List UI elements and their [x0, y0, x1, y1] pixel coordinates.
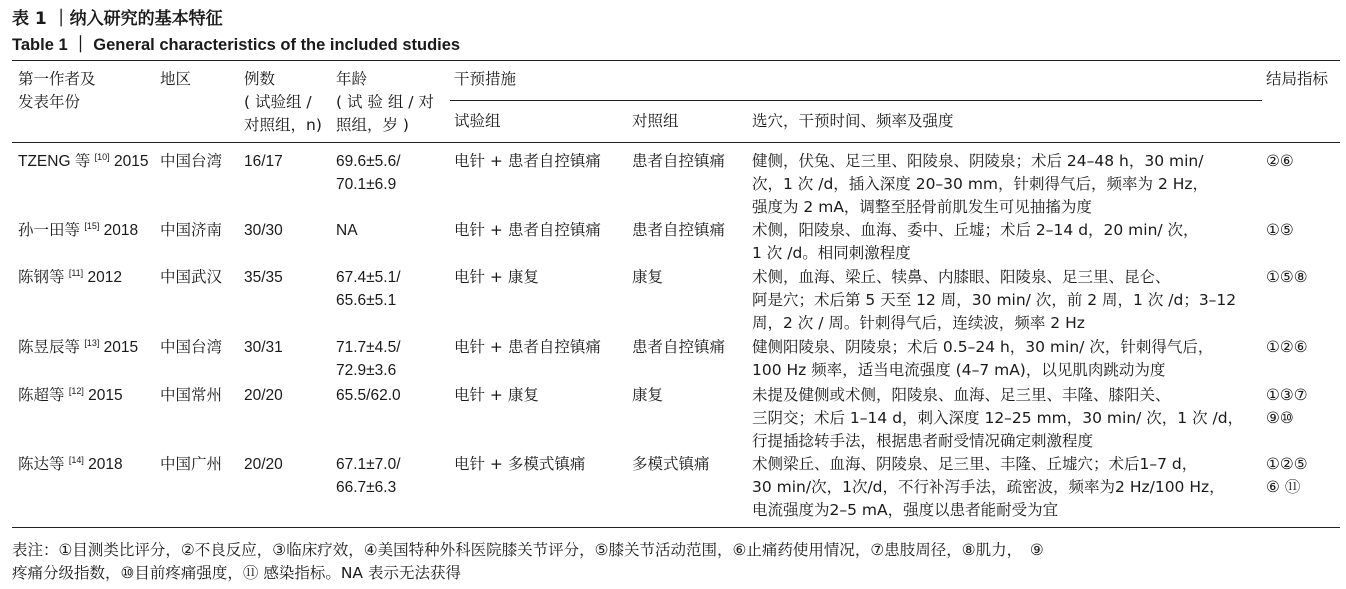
author-cell: 陈钢等 [11] 2012 — [18, 268, 122, 286]
cases-cell: 35/35 — [244, 269, 283, 286]
region-cell: 中国济南 — [160, 221, 223, 239]
header-author: 第一作者及 发表年份 — [18, 70, 96, 111]
cases-cell: 20/20 — [244, 456, 283, 473]
outcome-cell: ①③⑦ ⑨⑩ — [1266, 386, 1308, 427]
author-cell: TZENG 等 [10] 2015 — [18, 152, 149, 170]
cases-cell: 20/20 — [244, 387, 283, 404]
outcome-cell: ①⑤ — [1266, 221, 1294, 239]
control-cell: 患者自控镇痛 — [632, 221, 726, 239]
region-cell: 中国台湾 — [160, 152, 223, 170]
age-cell: 71.7±4.5/ 72.9±3.6 — [336, 339, 401, 379]
outcome-cell: ①②⑤ ⑥ ⑪ — [1266, 455, 1308, 496]
header-rule — [12, 142, 1340, 143]
region-cell: 中国武汉 — [160, 268, 223, 286]
cases-cell: 30/30 — [244, 222, 283, 239]
table-caption-cn: 表 1 ｜纳入研究的基本特征 — [12, 9, 223, 29]
trial-cell: 电针 + 患者自控镇痛 — [454, 338, 601, 356]
detail-cell: 术侧，血海、梁丘、犊鼻、内膝眼、阳陵泉、足三里、昆仑、 阿是穴；术后第 5 天至 12 周，30 min/ 次，前 2 周，1 次 /d；3–12 周，2 次 / 周。针刺得气后，连续波，频率 2 Hz — [752, 268, 1237, 332]
detail-cell: 术侧，阳陵泉、血海、委中、丘墟；术后 2–14 d，20 min/ 次， 1 次 /d。相同刺激程度 — [752, 221, 1199, 262]
age-cell: NA — [336, 222, 358, 239]
trial-cell: 电针 + 康复 — [454, 268, 539, 286]
control-cell: 康复 — [632, 268, 664, 286]
header-region: 地区 — [160, 70, 192, 88]
age-cell: 69.6±5.6/ 70.1±6.9 — [336, 153, 401, 193]
table-caption-en: Table 1 ｜ General characteristics of the included studies — [12, 36, 461, 54]
author-cell: 陈超等 [12] 2015 — [18, 386, 123, 404]
age-cell: 65.5/62.0 — [336, 387, 401, 404]
control-cell: 患者自控镇痛 — [632, 152, 726, 170]
outcome-cell: ②⑥ — [1266, 152, 1294, 170]
header-cases: 例数 ( 试验组 / 对照组，n) — [244, 70, 322, 134]
header-intervention: 干预措施 — [454, 70, 517, 88]
top-rule — [12, 60, 1340, 61]
header-age: 年龄 ( 试 验 组 / 对 照组，岁 ) — [336, 70, 434, 134]
author-cell: 孙一田等 [15] 2018 — [18, 221, 139, 239]
intervention-subrule — [450, 100, 1262, 101]
region-cell: 中国台湾 — [160, 338, 223, 356]
age-cell: 67.1±7.0/ 66.7±6.3 — [336, 456, 401, 496]
table-footnote: 表注：①目测类比评分，②不良反应，③临床疗效，④美国特种外科医院膝关节评分，⑤膝关节活动范围，⑥止痛药使用情况，⑦患肢周径，⑧肌力， ⑨ 疼痛分级指数，⑩目前疼痛强度，⑪ 感染指标。NA 表示无法获得 — [12, 541, 1044, 582]
detail-cell: 健侧，伏兔、足三里、阳陵泉、阴陵泉；术后 24–48 h，30 min/ 次，1 次 /d，插入深度 20–30 mm，针刺得气后，频率为 2 Hz， 强度为 2 mA，调整至胫骨前肌发生可见抽搐为度 — [752, 152, 1209, 216]
trial-cell: 电针 + 康复 — [454, 386, 539, 404]
control-cell: 多模式镇痛 — [632, 455, 710, 473]
control-cell: 康复 — [632, 386, 664, 404]
age-cell: 67.4±5.1/ 65.6±5.1 — [336, 269, 401, 309]
bottom-rule — [12, 527, 1340, 528]
trial-cell: 电针 + 患者自控镇痛 — [454, 152, 601, 170]
header-control-group: 对照组 — [632, 112, 679, 130]
region-cell: 中国常州 — [160, 386, 223, 404]
header-trial-group: 试验组 — [454, 112, 501, 130]
outcome-cell: ①⑤⑧ — [1266, 268, 1308, 286]
author-cell: 陈达等 [14] 2018 — [18, 455, 123, 473]
trial-cell: 电针 + 患者自控镇痛 — [454, 221, 601, 239]
author-cell: 陈昱辰等 [13] 2015 — [18, 338, 139, 356]
cases-cell: 16/17 — [244, 153, 283, 170]
outcome-cell: ①②⑥ — [1266, 338, 1308, 356]
control-cell: 患者自控镇痛 — [632, 338, 726, 356]
cases-cell: 30/31 — [244, 339, 283, 356]
header-outcome: 结局指标 — [1266, 70, 1329, 88]
region-cell: 中国广州 — [160, 455, 223, 473]
header-acupoints: 选穴，干预时间、频率及强度 — [752, 112, 954, 130]
trial-cell: 电针 + 多模式镇痛 — [454, 455, 586, 473]
detail-cell: 未提及健侧或术侧，阳陵泉、血海、足三里、丰隆、膝阳关、 三阴交；术后 1–14 d，刺入深度 12–25 mm，30 min/ 次，1 次 /d， 行提插捻转手法，根据患者耐受情况确定刺激程度 — [752, 386, 1244, 450]
detail-cell: 健侧阳陵泉、阴陵泉；术后 0.5–24 h，30 min/ 次，针刺得气后， 100 Hz 频率，适当电流强度 (4–7 mA)，以见肌肉跳动为度 — [752, 338, 1214, 379]
detail-cell: 术侧梁丘、血海、阴陵泉、足三里、丰隆、丘墟穴；术后1–7 d， 30 min/次，1次/d，不行补泻手法，疏密波，频率为2 Hz/100 Hz， 电流强度为2–5 mA，强度以患者能耐受为宜 — [752, 455, 1225, 519]
